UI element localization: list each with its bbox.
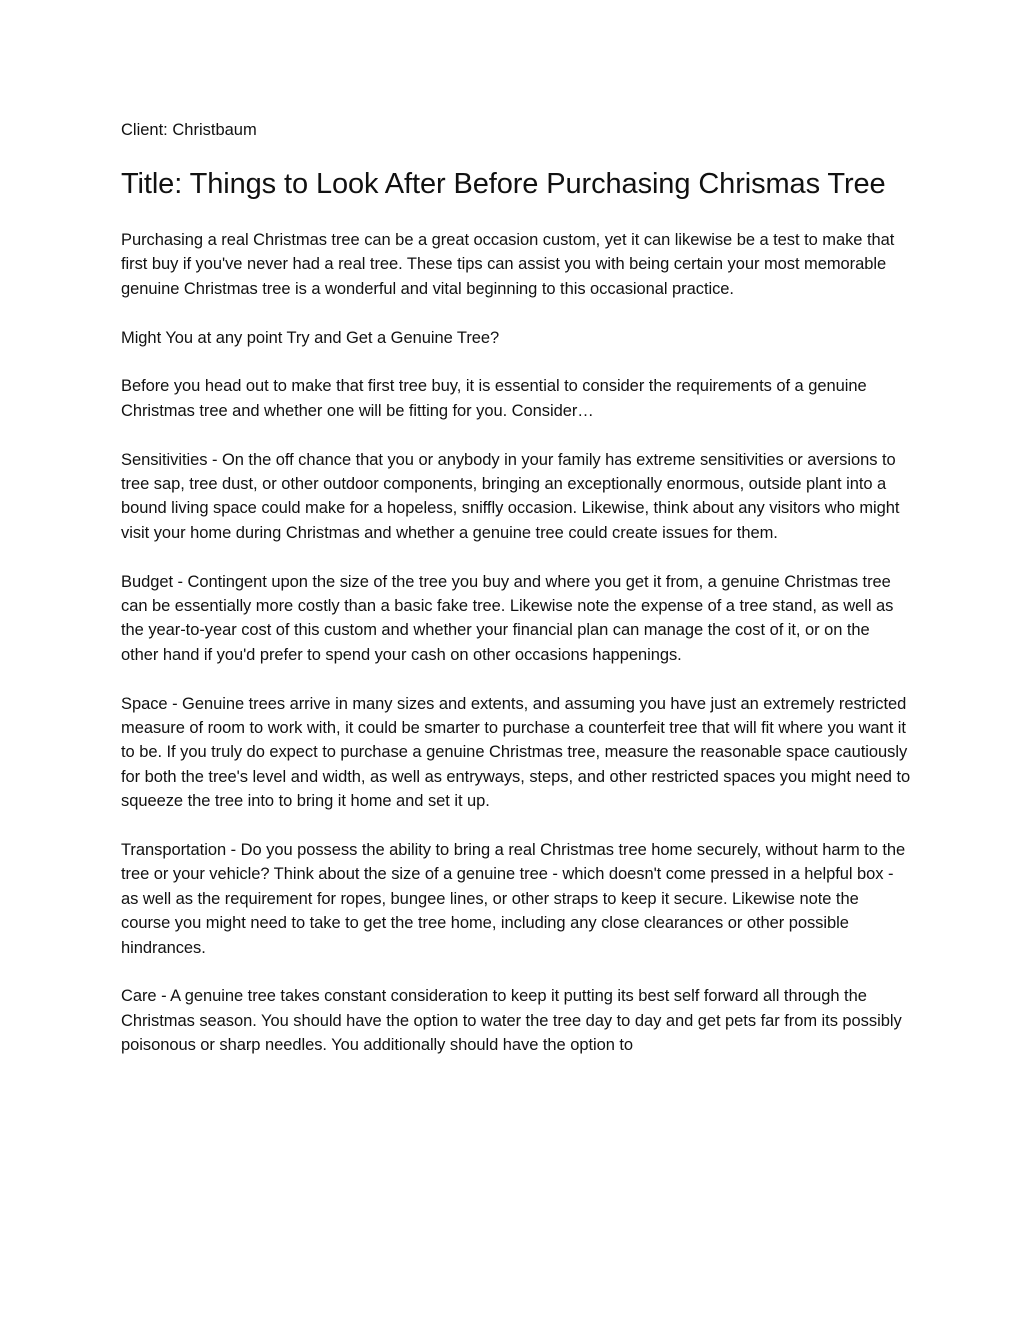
paragraph-transportation: Transportation - Do you possess the ability to bring a real Christmas tree home securely, without harm to the tree or your vehicle? Think about the size of a genuine tree - which doesn't come pressed in a helpful box - as well as the requirement for ropes, bungee lines, or other straps to keep it secure. Likewise note the course you might need to take to get the tree home, including any close clearances or other possible hindrances. (121, 841, 906, 957)
paragraph-consider: Before you head out to make that first tree buy, it is essential to consider the requirements of a genuine Christmas tree and whether one will be fitting for you. Consider… (121, 377, 867, 420)
paragraph-question: Might You at any point Try and Get a Genuine Tree? (121, 328, 500, 347)
paragraph-intro: Purchasing a real Christmas tree can be a great occasion custom, yet it can likewise be a test to make that first buy if you've never had a real tree. These tips can assist you with being certain your most memorable genuine Christmas tree is a wonderful and vital beginning to this occasional practice. (121, 231, 895, 298)
paragraph-care: Care - A genuine tree takes constant consideration to keep it putting its best self forward all through the Christmas season. You should have the option to water the tree day to day and get pets far from its possibly poisonous or sharp needles. You additionally should have the option to (121, 987, 902, 1055)
paragraph-budget: Budget - Contingent upon the size of the tree you buy and where you get it from, a genuine Christmas tree can be essentially more costly than a basic fake tree. Likewise note the expense of a tree stand, as well as the year-to-year cost of this custom and whether your financial plan can manage the cost of it, or on the other hand if you'd prefer to spend your cash on other occasions happenings. (121, 572, 894, 664)
document-title: Title: Things to Look After Before Purchasing Chrismas Tree (121, 168, 886, 200)
document-page (121, 118, 911, 1082)
paragraph-sensitivities: Sensitivities - On the off chance that you or anybody in your family has extreme sensitivities or aversions to tree sap, tree dust, or other outdoor components, bringing an exceptionally enormous, outside plant into a bound living space could make for a hopeless, sniffly occasion. Likewise, think about any visitors who might visit your home during Christmas and whether a genuine tree could create issues for them. (121, 450, 900, 542)
paragraph-space: Space - Genuine trees arrive in many sizes and extents, and assuming you have just an extremely restricted measure of room to work with, it could be smarter to purchase a counterfeit tree that will fit where you want it to be. If you truly do expect to purchase a genuine Christmas tree, measure the reasonable space cautiously for both the tree's level and width, as well as entryways, steps, and other restricted spaces you might need to squeeze the tree into to bring it home and set it up. (121, 694, 911, 811)
client-line: Client: Christbaum (121, 121, 257, 139)
